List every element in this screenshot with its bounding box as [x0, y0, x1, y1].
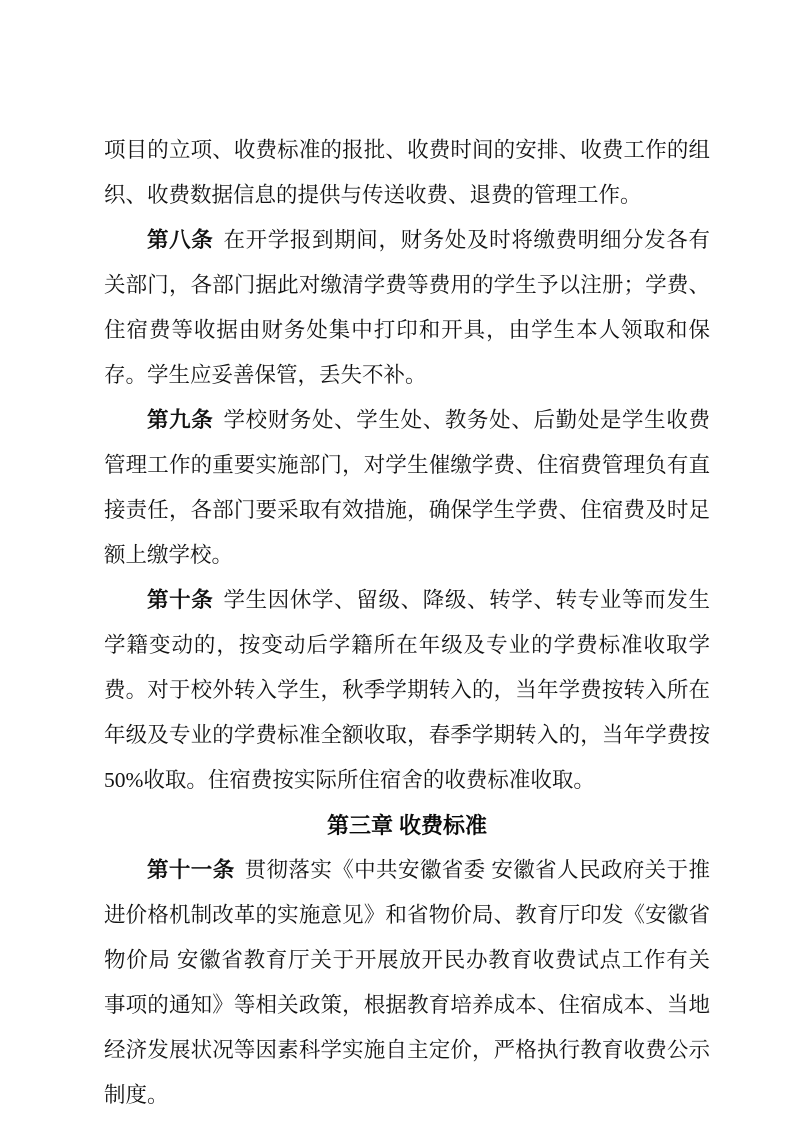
paragraph-article-10	[104, 578, 710, 803]
paragraph-continuation-text: 项目的立项、收费标准的报批、收费时间的安排、收费工作的组织、收费数据信息的提供与传送收费、退费的管理工作。	[104, 138, 710, 207]
chapter-3-heading: 第三章 收费标准	[326, 813, 488, 838]
paragraph-article-9	[104, 398, 710, 578]
paragraph-continuation	[104, 128, 710, 218]
article-8-text: 在开学报到期间，财务处及时将缴费明细分发各有关部门，各部门据此对缴清学费等费用的学生予以注册；学费、住宿费等收据由财务处集中打印和开具，由学生本人领取和保存。学生应妥善保管，丢失不补。	[104, 228, 710, 387]
article-11-text: 贯彻落实《中共安徽省委 安徽省人民政府关于推进价格机制改革的实施意见》和省物价局、教育厅印发《安徽省物价局 安徽省教育厅关于开展放开民办教育收费试点工作有关事项的通知》等相关政策，根据教育培养成本、住宿成本、当地经济发展状况等因素科学实施自主定价，严格执行教育收费公示制度。	[104, 858, 710, 1107]
paragraph-article-8	[104, 218, 710, 398]
article-9-text: 学校财务处、学生处、教务处、后勤处是学生收费管理工作的重要实施部门，对学生催缴学费、住宿费管理负有直接责任，各部门要采取有效措施，确保学生学费、住宿费及时足额上缴学校。	[104, 408, 710, 567]
article-10-text: 学生因休学、留级、降级、转学、转专业等而发生学籍变动的，按变动后学籍所在年级及专业的学费标准收取学费。对于校外转入学生，秋季学期转入的，当年学费按转入所在年级及专业的学费标准全额收取，春季学期转入的，当年学费按 50%收取。住宿费按实际所住宿舍的收费标准收取。	[104, 588, 710, 792]
article-11-label: 第十一条	[147, 858, 235, 882]
paragraph-article-11	[104, 848, 710, 1118]
article-8-label: 第八条	[147, 228, 214, 252]
article-10-label: 第十条	[147, 588, 214, 612]
article-9-label: 第九条	[147, 408, 214, 432]
